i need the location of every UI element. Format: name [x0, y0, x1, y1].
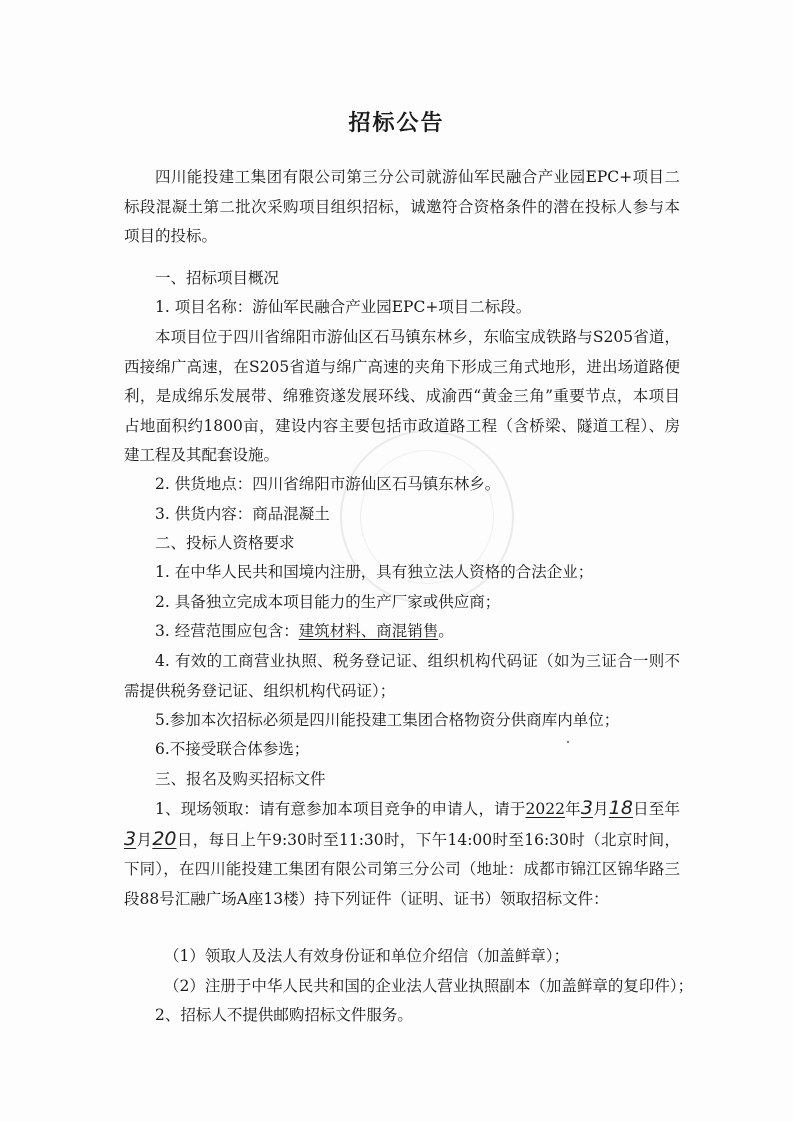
start-year: 2022	[525, 800, 565, 818]
requirement-3-prefix: 3. 经营范围应包含：	[155, 622, 299, 640]
requirement-4: 4. 有效的工商营业执照、税务登记证、组织机构代码证（如为三证合一则不需提供税务登记证、组织机构代码证）；	[124, 652, 680, 700]
delivery-content-item: 3. 供货内容：商品混凝土	[155, 505, 330, 523]
requirement-6: 6.不接受联合体参选；	[155, 740, 310, 758]
start-day-handwritten: 18	[608, 797, 633, 819]
start-month-handwritten: 3	[580, 797, 593, 819]
no-mail-order-note: 2、招标人不提供邮购招标文件服务。	[155, 1006, 413, 1024]
section-2-heading: 二、投标人资格要求	[155, 534, 295, 552]
requirement-2: 2. 具备独立完成本项目能力的生产厂家或供应商；	[155, 593, 501, 611]
requirement-5: 5.参加本次招标必须是四川能投建工集团合格物资分供商库内单位；	[155, 711, 620, 729]
end-day-handwritten: 20	[152, 827, 177, 850]
section-3-heading: 三、报名及购买招标文件	[155, 770, 326, 788]
page-title: 招标公告	[348, 111, 445, 136]
pickup-intro: 1、现场领取：请有意参加本项目竞争的申请人，请于	[155, 800, 526, 818]
required-document-1: （1）领取人及法人有效身份证和单位介绍信（加盖鲜章）；	[164, 947, 570, 965]
year-char: 年	[564, 800, 581, 818]
end-month-handwritten: 3	[124, 827, 137, 850]
intro-paragraph: 四川能投建工集团有限公司第三分公司就游仙军民融合产业园EPC+项目二标段混凝土第二批次采购项目组织招标，诚邀符合资格条件的潜在投标人参与本项目的投标。	[124, 168, 680, 245]
end-year-char: 年	[664, 800, 680, 818]
section-1-heading: 一、招标项目概况	[155, 269, 280, 287]
day-to-char: 日至	[632, 800, 665, 818]
project-description: 本项目位于四川省绵阳市游仙区石马镇东林乡，东临宝成铁路与S205省道，西接绵广高速，在S205省道与绵广高速的夹角下形成三角式地形，进出场道路便利，是成绵乐发展带、绵雅资遂发展环线、成渝西“黄金三角”重要节点，本项目占地面积约1800亩，建设内容主要包括市政道路工程（含桥梁、隧道工程）、房建工程及其配套设施。	[124, 328, 680, 464]
business-scope-underlined: 建筑材料、商混销售	[298, 622, 439, 640]
pickup-details: 日，每日上午9:30时至11:30时，下午14:00时至16:30时（北京时间，下同），在四川能投建工集团有限公司第三分公司（地址：成都市锦江区锦华路三段88号汇融广场A座13楼）持下列证件（证明、证书）领取招标文件：	[124, 830, 680, 908]
end-month-char: 月	[136, 830, 153, 849]
requirement-3	[124, 617, 680, 647]
requirement-3-suffix: 。	[438, 622, 454, 640]
month-char: 月	[592, 800, 609, 818]
project-name-item: 1. 项目名称：游仙军民融合产业园EPC+项目二标段。	[155, 298, 532, 316]
requirement-1: 1. 在中华人民共和国境内注册，具有独立法人资格的合法企业；	[155, 563, 594, 581]
onsite-pickup-paragraph	[124, 794, 680, 914]
required-document-2: （2）注册于中华人民共和国的企业法人营业执照副本（加盖鲜章的复印件）；	[164, 977, 694, 995]
delivery-location-item: 2. 供货地点：四川省绵阳市游仙区石马镇东林乡。	[155, 475, 501, 493]
